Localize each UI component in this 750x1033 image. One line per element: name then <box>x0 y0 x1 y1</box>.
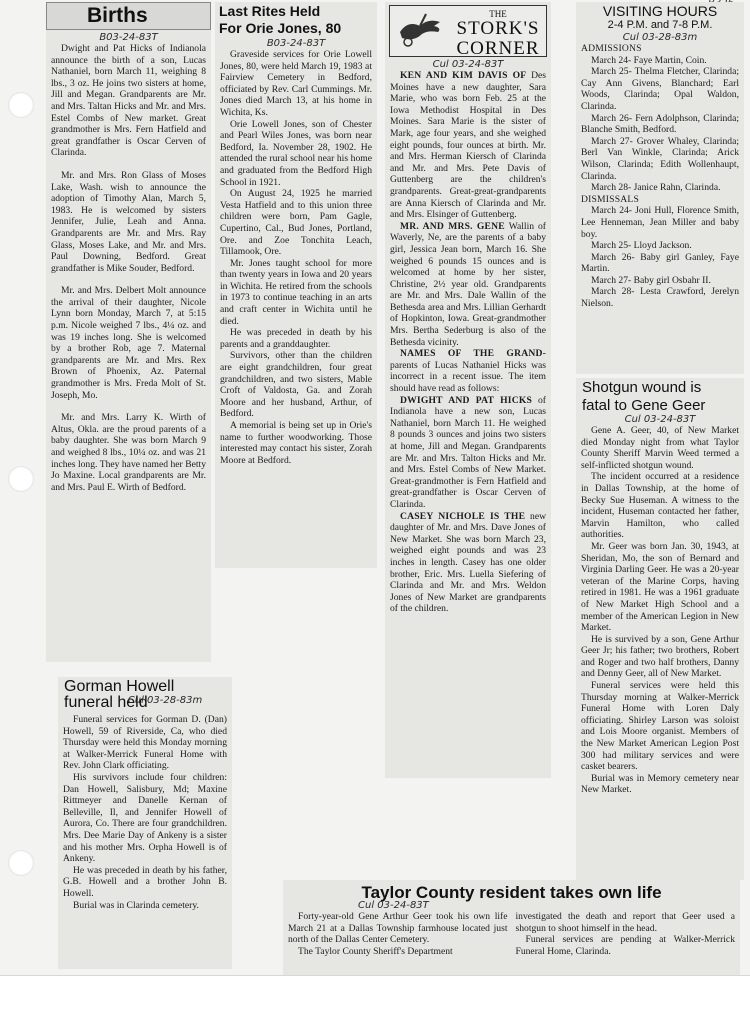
birth-notice: Mr. and Mrs. Delbert Molt announce the arrival of their daughter, Nicole Lynn born Monday, March 7, at 5:15 p.m. Nicole weighed 7 lbs., 4¼ oz. and was 19 inches long. She is welcomed by a brother Rob, age 7. Maternal grandparents are Mr. and Mrs. Rex Brown of Phoenix, Az. Paternal grandmother is Mrs. Freda Molt of St. Joseph, Mo. <box>51 285 206 401</box>
dismissal-entry: March 24- Joni Hull, Florence Smith, Lee Henneman, Jean Miller and baby boy. <box>581 205 739 240</box>
obituary-paragraph: A memorial is being set up in Orie's name to further woodworking. Those interested may contact his sister, Zorah Moore at Bedford. <box>220 420 372 466</box>
stork-entry-lead: KEN AND KIM DAVIS OF <box>400 70 527 81</box>
howell-body <box>63 714 227 911</box>
shotgun-paragraph: Mr. Geer was born Jan. 30, 1943, at Sheridan, Mo, the son of Bernard and Virginia Darling Geer. He was a 20-year veteran of the Marine Corps, having retired in 1981. He was a 1961 graduate of New Market High School and a member of the American Legion in New Market. <box>581 540 739 634</box>
binder-hole <box>8 466 34 492</box>
stork-entry-text: Des Moines have a new daughter, Sara Marie, who was born Feb. 25 at the Iowa Methodist Hospital in Des Moines. Sara Marie is the sister of Mark, age four years, and she weighed eight pounds, four ounces at birth. Mr. and Mrs. Herman Kiersch of Clarinda and Mr. and Mrs. Pete Davis of Guttenberg are the children's grandparents. Great-great-grandparents are Anna Kiersch of Clarinda and Mr. and Mrs. Elsinger of Guttenberg. <box>390 70 546 221</box>
obituary-paragraph: Graveside services for Orie Lowell Jones, 80, were held March 19, 1983 at Fairview Cemetery in Bedford, officiated by Rev. Carl Cummings. Mr. Jones died March 13, at his home in Wichita, Ks. <box>220 49 372 118</box>
binder-hole <box>8 850 34 876</box>
howell-paragraph: He was preceded in death by his father, G.B. Howell and a brother John B. Howell. <box>63 864 227 899</box>
stork-entry-lead: NAMES OF THE GRAND- <box>400 348 546 360</box>
admissions-label: ADMISSIONS <box>581 43 642 54</box>
storks-corner-title-2: CORNER <box>456 38 540 59</box>
shotgun-paragraph: He is survived by a son, Gene Arthur Geer Jr; his father; two brothers, Robert and Roger and two half brothers, Danny and Denny Geer, all of New Market. <box>581 633 739 680</box>
last-rites-title-1: Last Rites Held <box>219 3 321 19</box>
obituary-paragraph: Survivors, other than the children are eight grandchildren, four great grandchildren, and two sisters, Mable Croft of Valdosta, Ga. and Zorah Moore and her husband, Arthur, of Bedford. <box>220 350 372 420</box>
last-rites-clipping <box>215 2 377 568</box>
shotgun-title-1: Shotgun wound is <box>582 379 702 396</box>
dismissal-entry: March 27- Baby girl Osbahr II. <box>591 274 711 286</box>
howell-paragraph: His survivors include four children: Dan Howell, Salisbury, Md; Maxine Rittmeyer and Danelle Kernan of Belleville, Il, and Jennifer Howell of Aurora, Co. There are four grandchildren. Mrs. Dee Marie Day of Ankeny is a sister and his mother Mrs. Orpha Howell is of Ankeny. <box>63 771 227 865</box>
stork-entry <box>390 221 546 349</box>
howell-title-2: funeral held <box>64 694 148 711</box>
stork-entry-lead: CASEY NICHOLE IS THE <box>400 510 526 522</box>
storks-corner-clipping <box>385 2 551 778</box>
last-rites-title-2: For Orie Jones, 80 <box>219 20 342 36</box>
shotgun-paragraph: Gene A. Geer, 40, of New Market died Monday night from what Taylor County Sheriff Marvin Weed termed a self-inflicted shotgun wound. <box>581 425 739 471</box>
stork-entry-lead: MR. AND MRS. GENE <box>400 220 505 232</box>
taylor-county-col-1 <box>288 911 508 957</box>
shotgun-title-2: fatal to Gene Geer <box>582 397 706 414</box>
obituary-paragraph: Orie Lowell Jones, son of Chester and Pearl Wiles Jones, was born near Bedford, Ia. November 28, 1902. He attended the rural school near his home and graduated from the Bedford High School in 1921. <box>220 118 372 188</box>
births-clipping <box>46 2 211 662</box>
dismissal-entry: March 25- Lloyd Jackson. <box>591 240 692 252</box>
storks-corner-title-1: STORK'S <box>456 18 540 39</box>
storks-corner-stamp: Cul 03-24-83T <box>432 59 504 70</box>
shotgun-body <box>581 425 739 796</box>
stork-entry-text: of Indianola have a new son, Lucas Nathaniel, born March 11. He weighed 8 pounds 3 ounces and joins two sisters at home, Jill and Megan. Grandparents are Mr. and Mrs. Talton Hicks and Mr. and Mrs. Estel Combs of New Market. Great-grandmother is Fern Hatfield and great-grandfather is Oscar Cerven of Clarinda. <box>390 394 546 510</box>
stork-entry-text: Wallin of Waverly, Ne, are the parents of a baby girl, Jessica Jean born, March 16. She weighed 6 pounds 15 ounces and is welcomed at home by her sister, Christine, 2½ year old. Grandparents are Mr. and Mrs. Dale Wallin of the Bethesda area and Mrs. Lillian Gerhardt of Hopkinton, Iowa. Great-grandmother Mrs. Bertha Sederburg is also of the Bethesda vicinity. <box>390 220 546 348</box>
admission-entry: March 24- Faye Martin, Coin. <box>591 54 707 66</box>
visiting-hours-times: 2-4 P.M. and 7-8 P.M. <box>607 19 713 31</box>
taylor-county-stamp: Cul 03-24-83T <box>358 900 429 911</box>
howell-paragraph: Funeral services for Gorman D. (Dan) Howell, 59 of Riverside, Ca, who died Thursday were held this Monday morning at Walker-Merrick Funeral Home with Rev. John Clark officiating. <box>63 714 227 772</box>
visiting-hours-title: VISITING HOURS <box>602 3 718 19</box>
taylor-paragraph: The Taylor County Sheriff's Department <box>298 945 453 957</box>
stork-entry <box>390 395 546 511</box>
howell-title-1: Gorman Howell <box>64 678 175 695</box>
shotgun-paragraph: Funeral services were held this Thursday morning at Walker-Merrick Funeral Home with Loren Daly officiating. Shirley Larson was soloist and Lois Moore organist. Members of the New Market American Legion Post 300 had military services and were casket bearers. <box>581 680 739 773</box>
stork-entry <box>390 70 546 221</box>
admission-entry: March 28- Janice Rahn, Clarinda. <box>591 182 721 194</box>
binder-hole <box>8 92 34 118</box>
taylor-paragraph: investigated the death and report that Geer used a shotgun to shoot himself in the head. <box>515 911 735 934</box>
stork-entry-text: parents of Lucas Nathaniel Hicks was incorrect in a recent issue. The item should have read as follows: <box>390 359 546 395</box>
last-rites-body <box>220 49 372 466</box>
obituary-paragraph: He was preceded in death by his parents and a granddaughter. <box>220 327 372 350</box>
howell-stamp: Cul 03-28-83m <box>127 695 203 706</box>
stork-icon <box>394 12 446 48</box>
births-stamp: B03-24-83T <box>99 32 158 43</box>
last-rites-stamp: B03-24-83T <box>266 38 326 49</box>
births-body <box>51 43 206 493</box>
storks-corner-the: THE <box>489 9 507 19</box>
visiting-hours-stamp: Cul 03-28-83m <box>622 32 698 43</box>
howell-paragraph: Burial was in Clarinda cemetery. <box>73 899 199 911</box>
taylor-county-columns <box>288 911 735 957</box>
admission-entry: March 26- Fern Adolphson, Clarinda; Blanche Smith, Bedford. <box>581 112 739 136</box>
storks-corner-title <box>452 9 544 59</box>
birth-notice: Dwight and Pat Hicks of Indianola announce the birth of a son, Lucas Nathaniel, born March 11, weighing 8 lbs., 3 oz. He joins two sisters at home, Jill and Megan. Grandparents are Mr. and Mrs. Taltan Hicks and Mr. and Mrs. Estel Combs of New market. Great grandmother is Mrs. Fern Hatfield and great grandfather is Oscar Cerven of Clarinda. <box>51 43 206 159</box>
obituary-paragraph: On August 24, 1925 he married Vesta Hatfield and to this union three children were born, Pam Gagle, Cupertino, Cal., Bud Jones, Portland, Ore. and Zoe Tonchita Leach, Tillamook, Ore. <box>220 188 372 258</box>
dismissal-entry: March 28- Lesta Crawford, Jerelyn Nielson. <box>581 286 739 310</box>
shotgun-paragraph: The incident occurred at a residence in Dallas Township, at the home of Becky Sue Huseman. A witness to the incident, Huseman contacted her father, Marvin Hamilton, who called authorities. <box>581 471 739 541</box>
storks-corner-banner <box>389 5 547 57</box>
admission-entry: March 25- Thelma Fletcher, Clarinda; Cay Ann Givens, Blanchard; Earl Woods, Clarinda; Opal Waldon, Clarinda. <box>581 66 739 112</box>
visiting-hours-clipping <box>576 2 744 374</box>
taylor-paragraph: Forty-year-old Gene Arthur Geer took his own life March 21 at a Dallas Township farmhouse located just north of the Dallas Center Cemetery. <box>288 911 508 946</box>
stork-entry <box>390 511 546 615</box>
shotgun-clipping <box>576 378 744 880</box>
taylor-county-col-2 <box>516 911 736 957</box>
howell-clipping <box>58 677 232 969</box>
births-heading: Births <box>46 2 211 30</box>
stork-entry-text: new daughter of Mr. and Mrs. Dave Jones of New Market. She was born March 23, weighed eight pounds and was 23 inches in length. Casey has one older brother, Eric. Mrs. Luella Siefering of Clarinda and Mr. and Mrs. Weldon Jones of New Market are grandparents of the children. <box>390 510 546 615</box>
taylor-paragraph: Funeral services are pending at Walker-Merrick Funeral Home, Clarinda. <box>515 934 735 957</box>
storks-corner-body <box>390 70 546 615</box>
taylor-county-headline: Taylor County resident takes own life <box>361 883 662 902</box>
birth-notice: Mr. and Mrs. Ron Glass of Moses Lake, Wash. wish to announce the adoption of Timothy Alan, March 5, 1983. He is welcomed by sisters Jennifer, Julie, Leah and Anna. Grandparents are Mr. and Mrs. Ray Glass, Moses Lake, and Mr. and Mrs. Paul Downing, Bedford. Great grandfather is Mike Souder, Bedford. <box>51 169 206 274</box>
visiting-hours-body <box>581 43 739 310</box>
obituary-paragraph: Mr. Jones taught school for more than twenty years in Iowa and 20 years in Wichita. He retired from the schools in 1973 to continue teaching in an arts and craft center in Wichita until he died. <box>220 257 372 327</box>
dismissal-entry: March 26- Baby girl Ganley, Faye Martin. <box>581 251 739 275</box>
admission-entry: March 27- Grover Whaley, Clarinda; Berl Van Winkle, Clarinda; Arick Wilson, Clarinda; Edith Wollenhaupt, Clarinda. <box>581 135 739 182</box>
stork-entry-lead: DWIGHT AND PAT HICKS <box>400 394 533 406</box>
taylor-county-clipping <box>283 880 740 975</box>
shotgun-stamp: Cul 03-24-83T <box>624 414 696 425</box>
shotgun-paragraph: Burial was in Memory cemetery near New Market. <box>581 772 739 796</box>
birth-notice: Mr. and Mrs. Larry K. Wirth of Altus, Okla. are the proud parents of a baby daughter. She was born March 9 and weighed 8 lbs., 10¼ oz. and was 21 inches long. They have named her Betty Jo Maxine. Local grandparents are Mr. and Mrs. Paul E. Wirth of Bedford. <box>51 412 206 493</box>
dismissals-label: DISMISSALS <box>581 193 639 205</box>
stork-entry <box>390 348 546 394</box>
